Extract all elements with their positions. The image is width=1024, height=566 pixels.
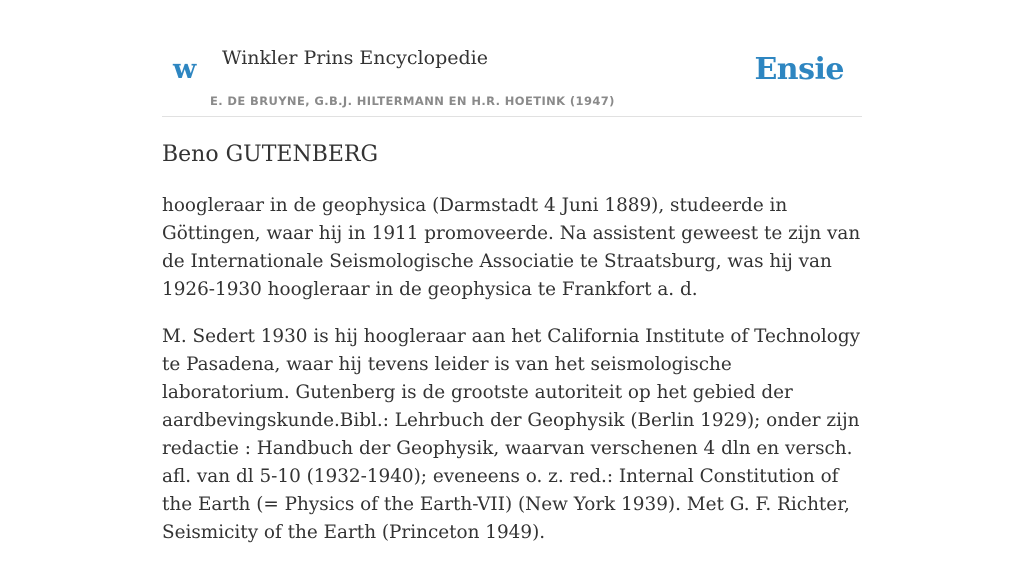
- ensie-logo[interactable]: Ensie: [754, 52, 844, 87]
- winkler-prins-logo[interactable]: w: [173, 54, 197, 85]
- article-body: [162, 192, 862, 566]
- site-header: [162, 0, 862, 117]
- source-authors: E. DE BRUYNE, G.B.J. HILTERMANN EN H.R. HOETINK (1947): [210, 94, 615, 108]
- article-paragraph: M. Sedert 1930 is hij hoogleraar aan het California Institute of Technology te Pasadena, waar hij tevens leider is van het seismologische laboratorium. Gutenberg is de grootste autoriteit op het gebied der aardbevingskunde.Bibl.: Lehrbuch der Geophysik (Berlin 1929); onder zijn redactie : Handbuch der Geophysik, waarvan verschenen 4 dln en versch. afl. van dl 5-10 (1932-1940); eveneens o. z. red.: Internal Constitution of the Earth (= Physics of the Earth-VII) (New York 1939). Met G. F. Richter, Seismicity of the Earth (Princeton 1949).: [162, 326, 861, 543]
- article-title: Beno GUTENBERG: [162, 142, 379, 167]
- site-title[interactable]: Winkler Prins Encyclopedie: [222, 47, 488, 69]
- article-paragraph: hoogleraar in de geophysica (Darmstadt 4 Juni 1889), studeerde in Göttingen, waar hij in 1911 promoveerde. Na assistent geweest te zijn van de Internationale Seismologische Associatie te Straatsburg, was hij van 1926-1930 hoogleraar in de geophysica te Frankfort a. d.: [162, 195, 861, 300]
